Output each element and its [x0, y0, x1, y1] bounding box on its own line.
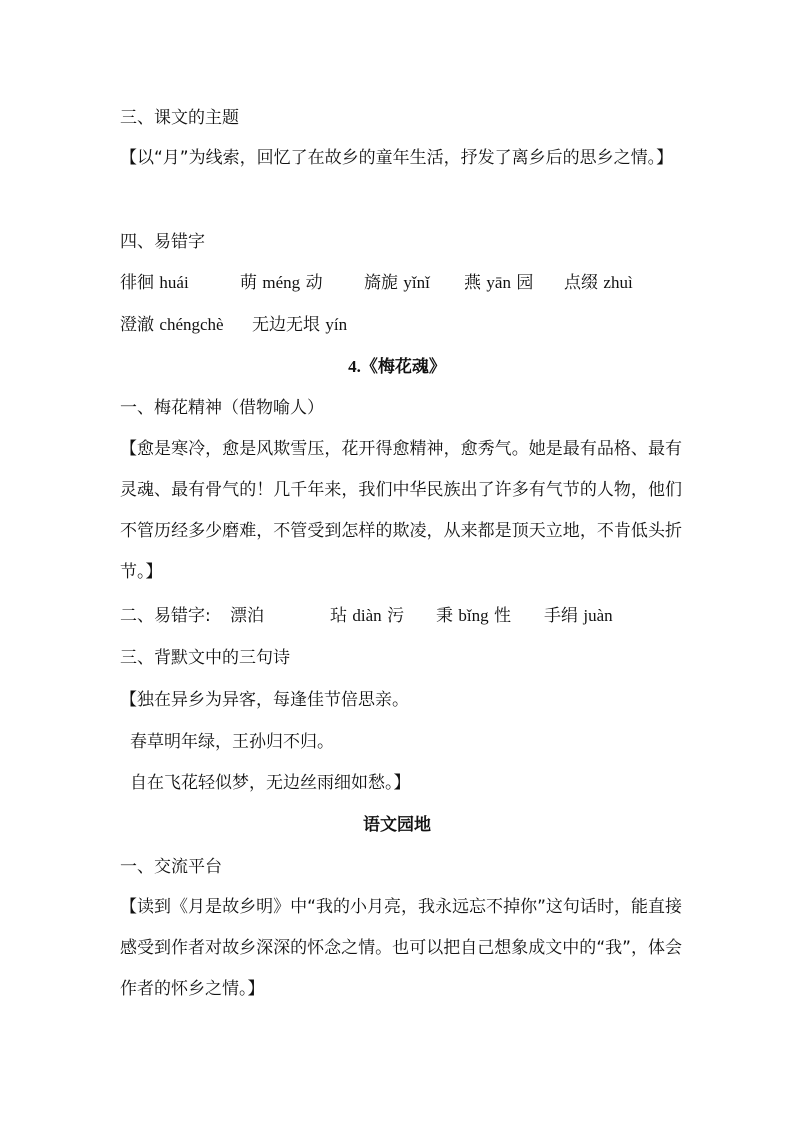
typos-label: 二、易错字:: [120, 606, 211, 626]
poem-line: 春草明年绿，王孙归不归。: [130, 732, 334, 752]
typo-item: 玷 diàn 污: [330, 606, 405, 626]
typo-item: 澄澈 chéngchè: [120, 315, 224, 335]
heading-typos: 四、易错字: [120, 232, 205, 252]
lesson-title: 4.《梅花魂》: [348, 357, 446, 376]
typo-item: 燕 yān 园: [464, 273, 534, 293]
theme-paragraph: 【以“月”为线索，回忆了在故乡的童年生活，抒发了离乡后的思乡之情。】: [120, 148, 674, 168]
section-title: 语文园地: [363, 815, 431, 834]
typo-item: 点缀 zhuì: [564, 273, 633, 293]
typo-item: 萌 méng 动: [240, 273, 323, 293]
typo-item: 旖旎 yǐnǐ: [364, 273, 430, 293]
typo-item: 手绢 juàn: [544, 606, 613, 626]
platform-paragraph: 【读到《月是故乡明》中“我的小月亮，我永远忘不掉你”这句话时，能直接感受到作者对故乡深深的怀念之情。也可以把自己想象成文中的“我”，体会作者的怀乡之情。】: [120, 897, 682, 999]
typos-row-2: [120, 313, 700, 337]
poem-line: 自在飞花轻似梦，无边丝雨细如愁。】: [130, 773, 411, 793]
typos-lesson4: [120, 604, 700, 628]
typos-row-1: [120, 271, 700, 295]
poem-line: 【独在异乡为异客，每逢佳节倍思亲。: [120, 690, 409, 710]
typo-item: 无边无垠 yín: [252, 315, 348, 335]
heading-spirit: 一、梅花精神（借物喻人）: [120, 398, 324, 418]
heading-poems: 三、背默文中的三句诗: [120, 648, 290, 668]
heading-platform: 一、交流平台: [120, 857, 222, 877]
typo-item: 徘徊 huái: [120, 273, 189, 293]
typo-item: 秉 bǐng 性: [436, 606, 512, 626]
typo-item: 漂泊: [230, 606, 264, 626]
heading-theme: 三、课文的主题: [120, 108, 239, 128]
spirit-paragraph: 【愈是寒冷，愈是风欺雪压，花开得愈精神，愈秀气。她是最有品格、最有灵魂、最有骨气的！几千年来，我们中华民族出了许多有气节的人物，他们不管历经多少磨难，不管受到怎样的欺凌，从来都是顶天立地，不肯低头折节。】: [120, 439, 682, 582]
